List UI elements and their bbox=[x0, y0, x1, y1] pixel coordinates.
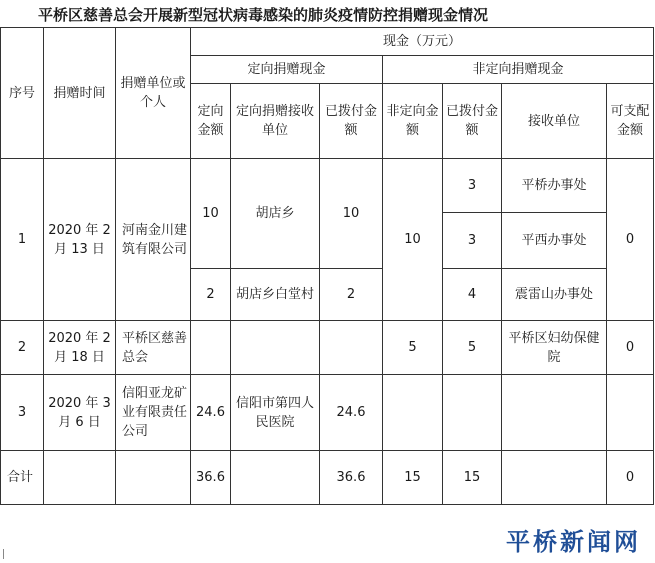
row2-time: 2020 年 2 月 18 日 bbox=[44, 321, 116, 375]
header-non-directed-paid: 已拨付金额 bbox=[443, 84, 502, 159]
row2-available: 0 bbox=[607, 321, 654, 375]
total-non-directed-amount: 15 bbox=[383, 451, 443, 505]
total-directed-amount: 36.6 bbox=[191, 451, 231, 505]
row1-non-directed-paid-2: 3 bbox=[443, 213, 502, 269]
total-time bbox=[44, 451, 116, 505]
row1-directed-amount-2: 2 bbox=[191, 269, 231, 321]
row2-receiver: 平桥区妇幼保健院 bbox=[502, 321, 607, 375]
row2-directed-receiver bbox=[231, 321, 320, 375]
row1-non-directed-paid-3: 4 bbox=[443, 269, 502, 321]
header-receiver: 接收单位 bbox=[502, 84, 607, 159]
total-available: 0 bbox=[607, 451, 654, 505]
row1-seq: 1 bbox=[1, 159, 44, 321]
header-directed-amount: 定向金额 bbox=[191, 84, 231, 159]
header-seq: 序号 bbox=[1, 28, 44, 159]
row1-receiver-1: 平桥办事处 bbox=[502, 159, 607, 213]
row1-directed-paid-2: 2 bbox=[320, 269, 383, 321]
header-directed: 定向捐赠现金 bbox=[191, 56, 383, 84]
donation-table bbox=[0, 27, 654, 505]
row3-donor: 信阳亚龙矿业有限责任公司 bbox=[116, 375, 191, 451]
row3-directed-paid: 24.6 bbox=[320, 375, 383, 451]
row1-directed-paid-1: 10 bbox=[320, 159, 383, 269]
row3-receiver bbox=[502, 375, 607, 451]
row1-directed-receiver-1: 胡店乡 bbox=[231, 159, 320, 269]
row2-directed-paid bbox=[320, 321, 383, 375]
row3-directed-receiver: 信阳市第四人民医院 bbox=[231, 375, 320, 451]
row2-non-directed-paid: 5 bbox=[443, 321, 502, 375]
header-directed-receiver: 定向捐赠接收单位 bbox=[231, 84, 320, 159]
row1-receiver-2: 平西办事处 bbox=[502, 213, 607, 269]
row3-non-directed-paid bbox=[443, 375, 502, 451]
row1-non-directed-paid-1: 3 bbox=[443, 159, 502, 213]
row3-seq: 3 bbox=[1, 375, 44, 451]
header-non-directed-amount: 非定向金额 bbox=[383, 84, 443, 159]
total-label: 合计 bbox=[1, 451, 44, 505]
row1-time: 2020 年 2 月 13 日 bbox=[44, 159, 116, 321]
header-time: 捐赠时间 bbox=[44, 28, 116, 159]
row1-available: 0 bbox=[607, 159, 654, 321]
site-watermark: 平桥新闻网 bbox=[506, 527, 641, 556]
row1-directed-amount-1: 10 bbox=[191, 159, 231, 269]
row1-directed-receiver-2: 胡店乡白堂村 bbox=[231, 269, 320, 321]
row3-non-directed-amount bbox=[383, 375, 443, 451]
header-cash: 现金（万元） bbox=[191, 28, 654, 56]
row3-available bbox=[607, 375, 654, 451]
row3-time: 2020 年 3 月 6 日 bbox=[44, 375, 116, 451]
total-directed-paid: 36.6 bbox=[320, 451, 383, 505]
row1-non-directed-amount: 10 bbox=[383, 159, 443, 321]
row2-seq: 2 bbox=[1, 321, 44, 375]
header-available: 可支配金额 bbox=[607, 84, 654, 159]
header-donor: 捐赠单位或个人 bbox=[116, 28, 191, 159]
page-edge-marker bbox=[3, 549, 4, 559]
row2-directed-amount bbox=[191, 321, 231, 375]
total-donor bbox=[116, 451, 191, 505]
header-non-directed: 非定向捐赠现金 bbox=[383, 56, 654, 84]
total-receiver bbox=[502, 451, 607, 505]
header-directed-paid: 已拨付金额 bbox=[320, 84, 383, 159]
row3-directed-amount: 24.6 bbox=[191, 375, 231, 451]
row2-donor: 平桥区慈善总会 bbox=[116, 321, 191, 375]
row1-donor: 河南金川建筑有限公司 bbox=[116, 159, 191, 321]
row1-receiver-3: 震雷山办事处 bbox=[502, 269, 607, 321]
total-directed-receiver bbox=[231, 451, 320, 505]
total-non-directed-paid: 15 bbox=[443, 451, 502, 505]
row2-non-directed-amount: 5 bbox=[383, 321, 443, 375]
document-title: 平桥区慈善总会开展新型冠状病毒感染的肺炎疫情防控捐赠现金情况 bbox=[38, 6, 489, 24]
